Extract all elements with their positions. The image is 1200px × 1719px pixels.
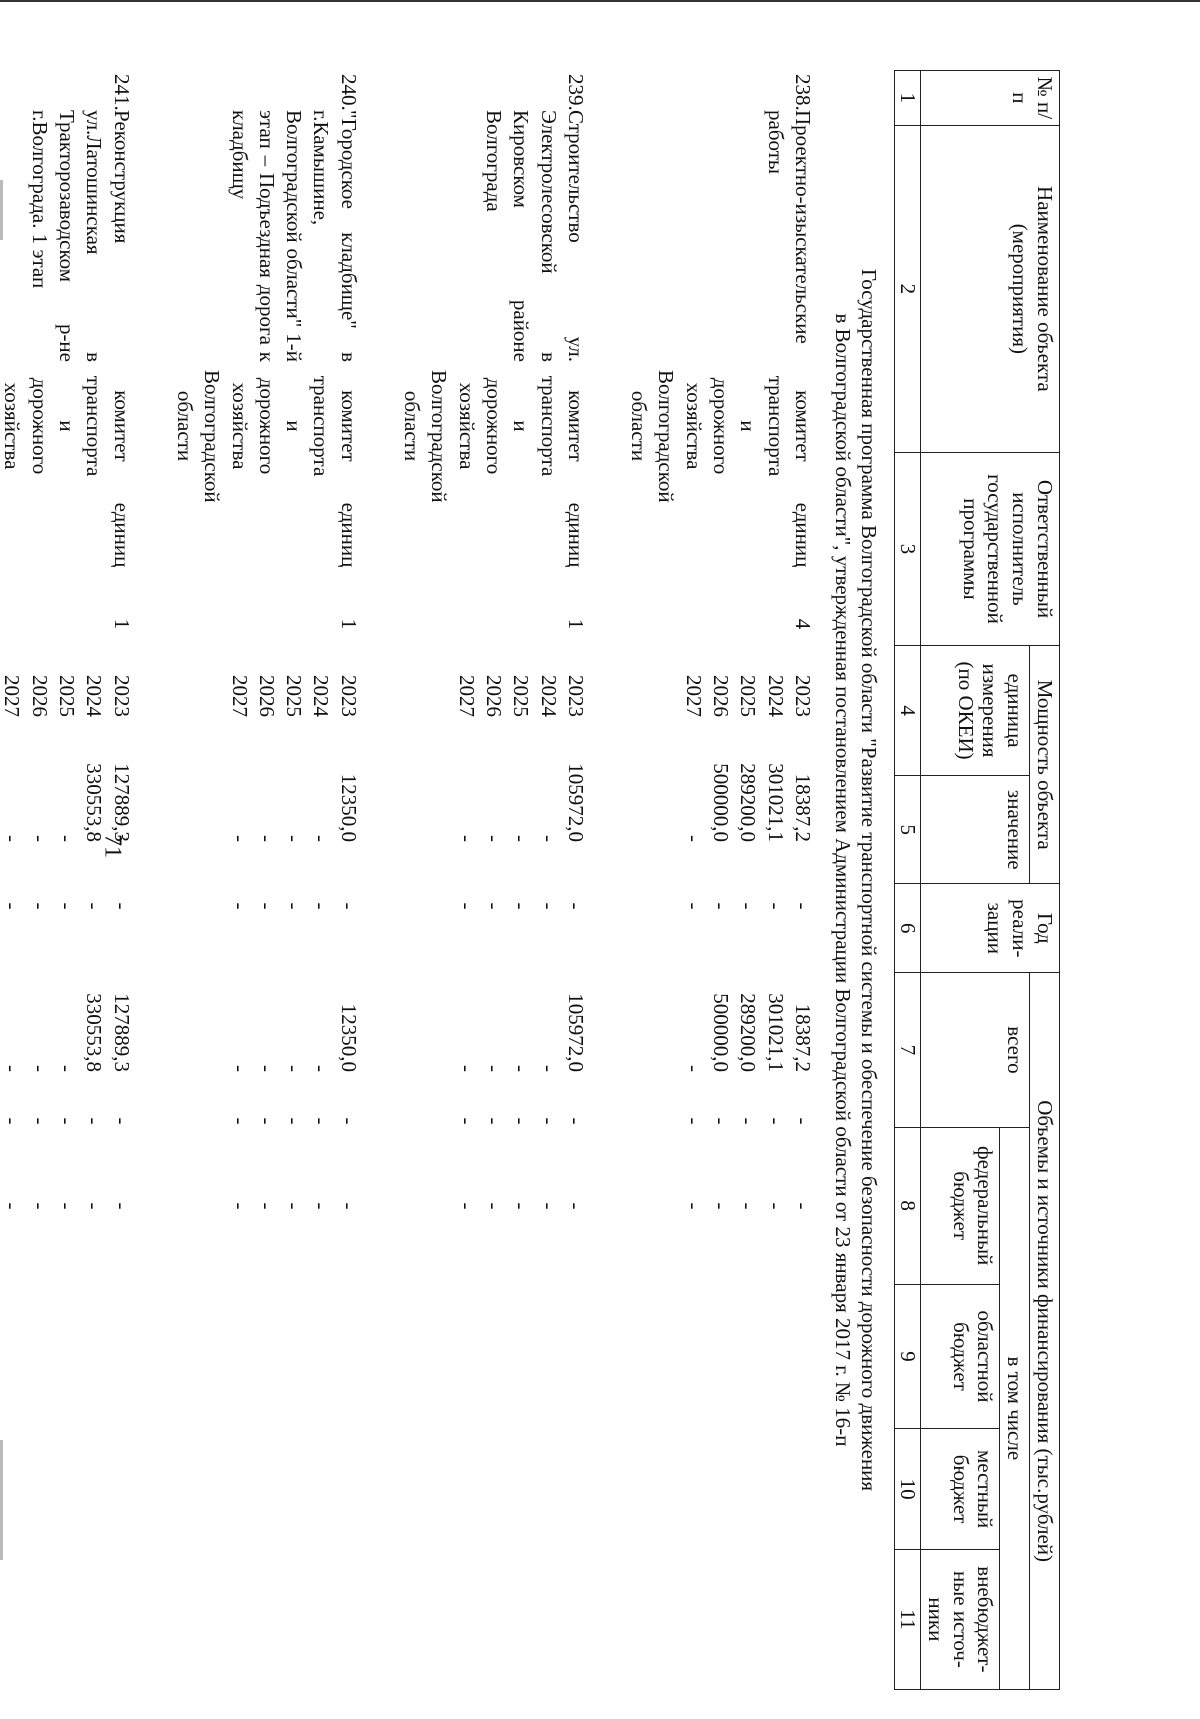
funding-federal-item: -: [763, 902, 788, 910]
funding-regional-item: 330553,8: [82, 993, 107, 1072]
funding-federal-item: -: [709, 902, 734, 910]
implementation-years: [398, 664, 589, 728]
funding-regional-item: -: [681, 1065, 706, 1072]
funding-federal-item: -: [282, 902, 307, 910]
column-number: 2: [895, 125, 921, 452]
funding-federal-item: -: [82, 902, 107, 910]
funding-extrabudget-item: -: [336, 1202, 361, 1210]
table-body: [0, 70, 816, 1690]
funding-total-item: -: [27, 835, 52, 842]
funding-extrabudget: [625, 1166, 816, 1246]
column-number: 6: [895, 884, 921, 973]
column-number: 8: [895, 1127, 921, 1284]
funding-local-item: -: [0, 1117, 25, 1125]
funding-local-item: -: [82, 1117, 107, 1125]
funding-regional-item: 289200,0: [736, 993, 761, 1072]
funding-extrabudget-item: -: [454, 1202, 479, 1210]
column-number: 9: [895, 1284, 921, 1429]
implementation-years-item: 2023: [109, 675, 134, 717]
responsible-executor: комитет транспорта и дорожного хозяйства: [0, 375, 134, 477]
funding-regional: [625, 966, 816, 1076]
capacity-value: 1: [563, 618, 588, 630]
capacity-unit: единиц: [790, 502, 815, 568]
header-responsible: Ответственный исполнитель государственной программы: [921, 452, 1060, 645]
column-number: 7: [895, 973, 921, 1127]
funding-regional-item: 105972,0: [563, 993, 588, 1072]
funding-local-item: -: [55, 1117, 80, 1125]
column-number: 4: [895, 645, 921, 775]
funding-total-item: -: [681, 835, 706, 842]
funding-regional-item: -: [27, 1065, 52, 1072]
funding-regional-item: 127889,3: [109, 993, 134, 1072]
funding-local-item: -: [336, 1117, 361, 1125]
capacity-value: 1: [336, 618, 361, 630]
header-table: [894, 70, 1060, 1690]
funding-local-item: -: [454, 1117, 479, 1125]
header-capacity: Мощность объекта: [1030, 645, 1060, 883]
funding-total-item: 301021,1: [763, 763, 788, 842]
funding-regional-item: 500000,0: [709, 993, 734, 1072]
funding-regional: [398, 966, 589, 1076]
implementation-years: [0, 664, 135, 728]
implementation-years-item: 2024: [82, 675, 107, 717]
funding-local-item: -: [254, 1117, 279, 1125]
funding-federal-item: -: [55, 902, 80, 910]
column-number: 3: [895, 452, 921, 645]
implementation-years-item: 2026: [709, 675, 734, 717]
table-row: [589, 70, 816, 1690]
funding-federal: [171, 846, 362, 966]
table-row: [362, 70, 589, 1690]
funding-extrabudget-item: -: [227, 1202, 252, 1210]
implementation-years-item: 2025: [282, 675, 307, 717]
funding-federal-item: -: [309, 902, 334, 910]
rotated-table-sheet: [0, 70, 1060, 1690]
funding-total-item: 18387,2: [790, 773, 815, 842]
capacity-unit: единиц: [563, 502, 588, 568]
header-regional: областной бюджет: [921, 1284, 1000, 1429]
implementation-years-item: 2026: [481, 675, 506, 717]
implementation-years-item: 2025: [55, 675, 80, 717]
header-year: Год реали-зации: [921, 884, 1060, 973]
object-name: Строительство ул. Электролесовской в Кировском районе Волгограда: [481, 110, 588, 362]
funding-federal-item: -: [109, 902, 134, 910]
funding-regional-item: -: [309, 1065, 334, 1072]
funding-local-item: -: [109, 1117, 134, 1125]
header-subgroup: в том числе: [1000, 1127, 1030, 1689]
funding-federal-item: -: [509, 902, 534, 910]
funding-extrabudget-item: -: [763, 1202, 788, 1210]
column-number: 10: [895, 1429, 921, 1549]
implementation-years-item: 2027: [681, 675, 706, 717]
funding-total: [625, 728, 816, 846]
capacity-unit: единиц: [109, 502, 134, 568]
funding-extrabudget-item: -: [681, 1202, 706, 1210]
funding-regional-item: -: [282, 1065, 307, 1072]
header-extrabudget: внебюджет-ные источ-ники: [921, 1549, 1000, 1689]
implementation-years-item: 2024: [536, 675, 561, 717]
funding-total-item: -: [509, 835, 534, 842]
funding-regional-item: -: [509, 1065, 534, 1072]
funding-total-item: -: [55, 835, 80, 842]
implementation-years-item: 2027: [227, 675, 252, 717]
funding-local-item: -: [709, 1117, 734, 1125]
funding-federal-item: -: [536, 902, 561, 910]
funding-extrabudget-item: -: [309, 1202, 334, 1210]
funding-federal-item: -: [454, 902, 479, 910]
funding-federal: [398, 846, 589, 966]
funding-total-item: -: [309, 835, 334, 842]
implementation-years-item: 2025: [736, 675, 761, 717]
row-number: 240.: [336, 74, 361, 111]
funding-total-item: -: [254, 835, 279, 842]
funding-federal-item: -: [254, 902, 279, 910]
funding-local-item: -: [27, 1117, 52, 1125]
funding-extrabudget: [398, 1166, 589, 1246]
funding-total-item: -: [0, 835, 25, 842]
row-number: 241.: [109, 74, 134, 111]
funding-total-item: -: [227, 835, 252, 842]
funding-regional-item: -: [0, 1065, 25, 1072]
funding-extrabudget-item: -: [27, 1202, 52, 1210]
funding-extrabudget-item: -: [0, 1202, 25, 1210]
funding-regional: [0, 966, 135, 1076]
funding-local-item: -: [227, 1117, 252, 1125]
funding-federal-item: -: [227, 902, 252, 910]
header-value: значение: [921, 776, 1030, 884]
funding-federal-item: -: [336, 902, 361, 910]
funding-extrabudget-item: -: [563, 1202, 588, 1210]
implementation-years-item: 2025: [509, 675, 534, 717]
funding-total-item: 289200,0: [736, 763, 761, 842]
page-number: 71: [99, 834, 126, 858]
header-federal: федеральный бюджет: [921, 1127, 1000, 1284]
funding-federal-item: -: [736, 902, 761, 910]
funding-local: [171, 1076, 362, 1166]
funding-extrabudget-item: -: [481, 1202, 506, 1210]
funding-federal: [0, 846, 135, 966]
section-title-line: в Волгоградской области", утвержденная постановлением Администрации Волгоградской области от 23 января 2017 г. № 16-п: [831, 313, 856, 1447]
funding-extrabudget-item: -: [709, 1202, 734, 1210]
funding-total-item: -: [282, 835, 307, 842]
funding-total-item: 105972,0: [563, 763, 588, 842]
implementation-years-item: 2026: [27, 675, 52, 717]
funding-local: [625, 1076, 816, 1166]
implementation-years-item: 2026: [254, 675, 279, 717]
funding-extrabudget: [0, 1166, 135, 1246]
implementation-years: [171, 664, 362, 728]
header-number: № п/п: [921, 71, 1060, 126]
funding-extrabudget: [171, 1166, 362, 1246]
column-number: 11: [895, 1549, 921, 1689]
capacity-value: 1: [109, 618, 134, 630]
funding-total-item: -: [454, 835, 479, 842]
funding-federal-item: -: [563, 902, 588, 910]
funding-regional-item: 301021,1: [763, 993, 788, 1072]
funding-total: [171, 728, 362, 846]
implementation-years-item: 2023: [563, 675, 588, 717]
funding-extrabudget-item: -: [55, 1202, 80, 1210]
object-name: "Городское кладбище" в г.Камышине, Волгоградской области" 1-й этап – Подъездная дорога к кладбищу: [227, 110, 361, 362]
funding-total-item: 127889,3: [109, 763, 134, 842]
header-name: Наименование объекта (мероприятия): [921, 125, 1060, 452]
header-local: местный бюджет: [921, 1429, 1000, 1549]
funding-extrabudget-item: -: [109, 1202, 134, 1210]
funding-local-item: -: [763, 1117, 788, 1125]
funding-total-item: -: [481, 835, 506, 842]
header-unit: единица измерения (по ОКЕИ): [921, 645, 1030, 775]
object-name: Проектно-изыскательские работы: [763, 110, 815, 344]
funding-total-item: 330553,8: [82, 763, 107, 842]
column-number: 1: [895, 71, 921, 126]
funding-local-item: -: [536, 1117, 561, 1125]
section-title: [816, 70, 895, 1690]
implementation-years-item: 2027: [454, 675, 479, 717]
funding-local-item: -: [309, 1117, 334, 1125]
funding-federal-item: -: [27, 902, 52, 910]
funding-total-item: 12350,0: [336, 773, 361, 842]
funding-regional-item: -: [55, 1065, 80, 1072]
funding-local-item: -: [681, 1117, 706, 1125]
funding-total-item: 500000,0: [709, 763, 734, 842]
funding-federal-item: -: [0, 902, 25, 910]
funding-federal-item: -: [481, 902, 506, 910]
top-edge-line: [0, 0, 1200, 2]
funding-regional-item: -: [536, 1065, 561, 1072]
funding-local: [0, 1076, 135, 1166]
funding-regional-item: 12350,0: [336, 1003, 361, 1072]
funding-local-item: -: [481, 1117, 506, 1125]
funding-regional-item: 18387,2: [790, 1003, 815, 1072]
row-number: 238.: [790, 74, 815, 111]
funding-regional-item: -: [254, 1065, 279, 1072]
funding-extrabudget-item: -: [282, 1202, 307, 1210]
funding-regional-item: -: [454, 1065, 479, 1072]
capacity-unit: единиц: [336, 502, 361, 568]
funding-extrabudget-item: -: [82, 1202, 107, 1210]
implementation-years-item: 2027: [0, 675, 25, 717]
funding-local-item: -: [282, 1117, 307, 1125]
header-total: всего: [921, 973, 1030, 1127]
implementation-years-item: 2023: [336, 675, 361, 717]
funding-federal-item: -: [790, 902, 815, 910]
responsible-executor: комитет транспорта и дорожного хозяйства Волгоградской области: [172, 370, 361, 503]
funding-regional-item: -: [481, 1065, 506, 1072]
table-row: [0, 70, 135, 1690]
column-number: 5: [895, 776, 921, 884]
table-row: [135, 70, 362, 1690]
responsible-executor: комитет транспорта и дорожного хозяйства Волгоградской области: [627, 370, 815, 503]
responsible-executor: комитет транспорта и дорожного хозяйства Волгоградской области: [400, 370, 588, 503]
funding-extrabudget-item: -: [536, 1202, 561, 1210]
funding-federal-item: -: [681, 902, 706, 910]
implementation-years-item: 2024: [763, 675, 788, 717]
funding-regional-item: -: [227, 1065, 252, 1072]
implementation-years-item: 2023: [790, 675, 815, 717]
funding-total-item: -: [536, 835, 561, 842]
funding-local-item: -: [790, 1117, 815, 1125]
header-funding: Объемы и источники финансирования (тыс.рублей): [1030, 973, 1060, 1690]
implementation-years-item: 2024: [309, 675, 334, 717]
implementation-years: [625, 664, 816, 728]
funding-local-item: -: [509, 1117, 534, 1125]
funding-total: [0, 728, 135, 846]
funding-regional: [171, 966, 362, 1076]
capacity-value: 4: [790, 618, 815, 630]
object-name: Реконструкция ул.Латошинская в Тракторозаводском р-не г.Волгограда. 1 этап: [27, 110, 134, 362]
funding-federal: [625, 846, 816, 966]
funding-extrabudget-item: -: [736, 1202, 761, 1210]
section-title-line: Государственная программа Волгоградской области "Развитие транспортной системы и обеспечение безопасности дорожного движения: [857, 268, 882, 1492]
funding-local-item: -: [563, 1117, 588, 1125]
funding-extrabudget-item: -: [790, 1202, 815, 1210]
row-number: 239.: [563, 74, 588, 111]
funding-extrabudget-item: -: [254, 1202, 279, 1210]
funding-local: [398, 1076, 589, 1166]
funding-total: [398, 728, 589, 846]
funding-local-item: -: [736, 1117, 761, 1125]
funding-extrabudget-item: -: [509, 1202, 534, 1210]
